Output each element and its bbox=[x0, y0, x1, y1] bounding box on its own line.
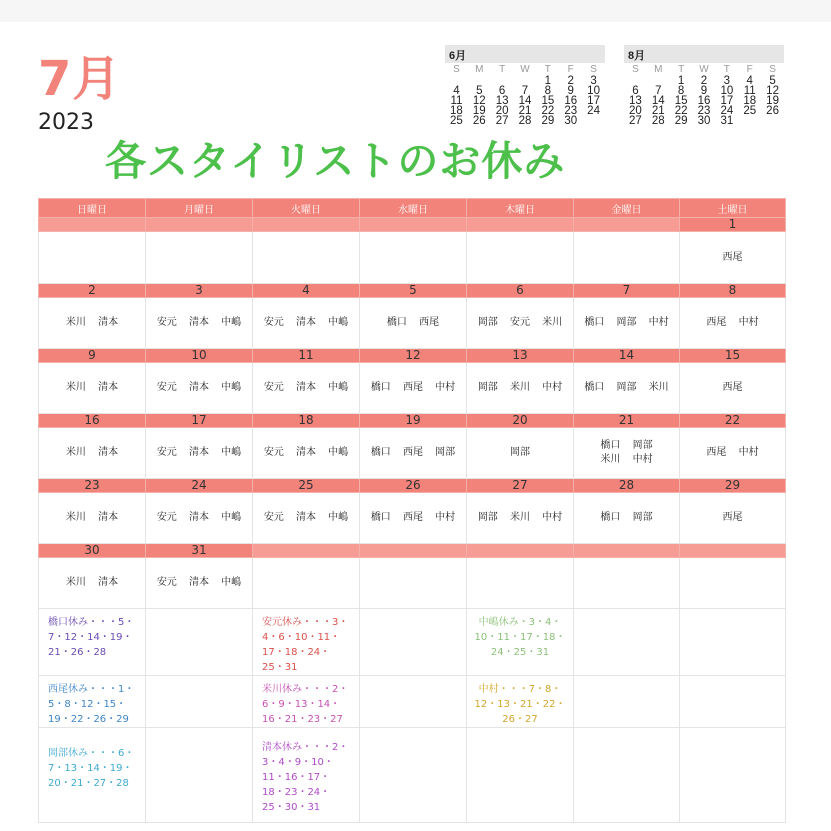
mini-day: 27 bbox=[629, 115, 642, 127]
day-staff-off: 橋口 岡部 bbox=[574, 493, 680, 544]
day-staff-off: 橋口 西尾 中村 bbox=[360, 493, 467, 544]
mini-day: 23 bbox=[564, 105, 578, 117]
day-number: 18 bbox=[253, 414, 360, 428]
mini-day: 12 bbox=[766, 85, 779, 97]
day-staff-off bbox=[574, 232, 680, 284]
day-staff-off: 橋口 西尾 岡部 bbox=[360, 428, 467, 479]
date-row bbox=[39, 349, 786, 363]
day-number: 21 bbox=[574, 414, 680, 428]
mini-day: 3 bbox=[723, 75, 731, 87]
day-staff-off bbox=[360, 232, 467, 284]
mini-day: 15 bbox=[674, 95, 688, 107]
note-empty bbox=[574, 609, 680, 676]
weekday-header: 金曜日 bbox=[574, 199, 680, 218]
headline: 各スタイリストのお休み bbox=[105, 137, 566, 185]
day-number: 1 bbox=[680, 218, 786, 232]
weekday-header: 水曜日 bbox=[360, 199, 467, 218]
mini-weekday: T bbox=[544, 64, 551, 75]
day-staff-off: 安元 清本 中嶋 bbox=[146, 298, 253, 349]
day-staff-off bbox=[467, 558, 574, 609]
mini-day: 19 bbox=[472, 105, 486, 117]
note-empty bbox=[680, 676, 786, 728]
day-staff-off: 西尾 bbox=[680, 232, 786, 284]
note-empty bbox=[146, 728, 253, 823]
note-empty bbox=[360, 676, 467, 728]
day-number bbox=[574, 544, 680, 558]
mini-weekday: T bbox=[499, 64, 506, 75]
day-number bbox=[574, 218, 680, 232]
mini-weekday: S bbox=[453, 64, 460, 75]
day-staff-off: 橋口 西尾 bbox=[360, 298, 467, 349]
day-number: 25 bbox=[253, 479, 360, 493]
mini-day: 10 bbox=[587, 85, 600, 97]
note-empty bbox=[680, 609, 786, 676]
mini-calendar-title: 8月 bbox=[624, 45, 784, 63]
mini-day: 20 bbox=[629, 105, 642, 117]
mini-day: 21 bbox=[518, 105, 532, 117]
mini-calendar-august bbox=[624, 45, 784, 126]
mini-weekday: M bbox=[654, 64, 663, 75]
mini-calendar-grid bbox=[445, 63, 605, 126]
day-number: 11 bbox=[253, 349, 360, 363]
mini-day bbox=[738, 116, 761, 126]
mini-weekday: S bbox=[769, 64, 776, 75]
day-staff-off bbox=[253, 558, 360, 609]
day-staff-off: 岡部 米川 中村 bbox=[467, 363, 574, 414]
notes-row bbox=[39, 609, 786, 676]
day-staff-off: 橋口 岡部 米川 bbox=[574, 363, 680, 414]
day-number bbox=[467, 544, 574, 558]
note-okabe: 岡部休み・・・6・7・13・14・19・20・21・27・28 bbox=[39, 728, 146, 823]
month-title: 7月 bbox=[38, 51, 122, 107]
day-number: 3 bbox=[146, 284, 253, 298]
day-number: 17 bbox=[146, 414, 253, 428]
date-row bbox=[39, 218, 786, 232]
mini-day: 28 bbox=[651, 115, 665, 127]
day-staff-off: 安元 清本 中嶋 bbox=[146, 363, 253, 414]
note-empty bbox=[360, 609, 467, 676]
mini-day: 4 bbox=[746, 75, 753, 87]
day-number: 4 bbox=[253, 284, 360, 298]
day-number: 31 bbox=[146, 544, 253, 558]
note-nakajima: 中嶋休み・3・4・10・11・17・18・24・25・31 bbox=[467, 609, 574, 676]
day-number: 19 bbox=[360, 414, 467, 428]
weekday-header: 木曜日 bbox=[467, 199, 574, 218]
day-number: 23 bbox=[39, 479, 146, 493]
mini-weekday: S bbox=[632, 64, 639, 75]
mini-calendar-june bbox=[445, 45, 605, 126]
mini-day: 25 bbox=[450, 115, 463, 127]
note-nishio: 西尾休み・・・1・5・8・12・15・19・22・26・29 bbox=[39, 676, 146, 728]
day-staff-off: 安元 清本 中嶋 bbox=[146, 493, 253, 544]
weekday-header-row bbox=[39, 199, 786, 218]
day-number: 16 bbox=[39, 414, 146, 428]
mini-calendar-title: 6月 bbox=[445, 45, 605, 63]
note-yasumoto: 安元休み・・・3・4・6・10・11・17・18・24・25・31 bbox=[253, 609, 360, 676]
notes-row bbox=[39, 676, 786, 728]
date-row bbox=[39, 544, 786, 558]
day-staff-off: 安元 清本 中嶋 bbox=[253, 428, 360, 479]
day-staff-off: 米川 清本 bbox=[39, 428, 146, 479]
mini-day: 17 bbox=[587, 95, 600, 107]
mini-day: 11 bbox=[450, 95, 463, 107]
mini-day: 6 bbox=[498, 85, 506, 97]
weekday-header: 月曜日 bbox=[146, 199, 253, 218]
day-number: 27 bbox=[467, 479, 574, 493]
note-empty bbox=[146, 609, 253, 676]
note-empty bbox=[467, 728, 574, 823]
mini-day bbox=[761, 116, 784, 126]
staff-row bbox=[39, 298, 786, 349]
mini-day: 3 bbox=[590, 75, 597, 87]
day-number: 8 bbox=[680, 284, 786, 298]
day-staff-off: 橋口 岡部 中村 bbox=[574, 298, 680, 349]
day-staff-off: 岡部 bbox=[467, 428, 574, 479]
day-staff-off: 岡部 安元 米川 bbox=[467, 298, 574, 349]
mini-day: 29 bbox=[541, 115, 555, 127]
day-staff-off: 橋口 西尾 中村 bbox=[360, 363, 467, 414]
day-number bbox=[467, 218, 574, 232]
day-staff-off: 米川 清本 bbox=[39, 363, 146, 414]
mini-day: 21 bbox=[651, 105, 665, 117]
weekday-header: 火曜日 bbox=[253, 199, 360, 218]
note-kiyomoto: 清本休み・・・2・3・4・9・10・11・16・17・18・23・24・25・30・31 bbox=[253, 728, 360, 823]
month-calendar bbox=[38, 198, 786, 823]
mini-day: 13 bbox=[629, 95, 642, 107]
mini-day: 30 bbox=[697, 115, 711, 127]
mini-day: 18 bbox=[450, 105, 463, 117]
day-number: 9 bbox=[39, 349, 146, 363]
mini-weekday: W bbox=[699, 64, 709, 75]
day-staff-off bbox=[146, 232, 253, 284]
day-number: 28 bbox=[574, 479, 680, 493]
mini-day: 24 bbox=[720, 105, 734, 117]
mini-day: 9 bbox=[567, 85, 574, 97]
mini-day: 19 bbox=[766, 95, 779, 107]
notes-row bbox=[39, 728, 786, 823]
note-empty bbox=[360, 728, 467, 823]
staff-row bbox=[39, 493, 786, 544]
day-number: 2 bbox=[39, 284, 146, 298]
day-number: 6 bbox=[467, 284, 574, 298]
day-number bbox=[146, 218, 253, 232]
day-staff-off: 安元 清本 中嶋 bbox=[253, 298, 360, 349]
day-number: 26 bbox=[360, 479, 467, 493]
day-staff-off: 西尾 bbox=[680, 363, 786, 414]
mini-day: 22 bbox=[541, 105, 555, 117]
note-empty bbox=[680, 728, 786, 823]
mini-day: 20 bbox=[495, 105, 509, 117]
note-hashiguchi: 橋口休み・・・5・7・12・14・19・21・26・28 bbox=[39, 609, 146, 676]
day-staff-off: 安元 清本 中嶋 bbox=[253, 363, 360, 414]
day-staff-off: 安元 清本 中嶋 bbox=[253, 493, 360, 544]
mini-day: 2 bbox=[567, 75, 574, 87]
weekday-header: 日曜日 bbox=[39, 199, 146, 218]
mini-day: 26 bbox=[766, 105, 779, 117]
mini-day bbox=[582, 116, 605, 126]
note-empty bbox=[574, 676, 680, 728]
day-staff-off: 米川 清本 bbox=[39, 298, 146, 349]
mini-day: 8 bbox=[544, 85, 552, 97]
mini-day: 1 bbox=[544, 75, 552, 87]
note-empty bbox=[146, 676, 253, 728]
mini-weekday: T bbox=[678, 64, 685, 75]
staff-row bbox=[39, 558, 786, 609]
mini-weekday: F bbox=[746, 64, 753, 75]
mini-day: 28 bbox=[518, 115, 532, 127]
day-staff-off bbox=[360, 558, 467, 609]
mini-day: 13 bbox=[495, 95, 509, 107]
mini-day: 25 bbox=[743, 105, 757, 117]
day-staff-off: 安元 清本 中嶋 bbox=[146, 558, 253, 609]
date-row bbox=[39, 284, 786, 298]
day-number: 20 bbox=[467, 414, 574, 428]
mini-day: 17 bbox=[720, 95, 734, 107]
mini-calendar-grid bbox=[624, 63, 784, 126]
day-staff-off bbox=[253, 232, 360, 284]
day-number bbox=[680, 544, 786, 558]
staff-row bbox=[39, 363, 786, 414]
day-number: 10 bbox=[146, 349, 253, 363]
mini-day: 29 bbox=[674, 115, 688, 127]
day-number bbox=[39, 218, 146, 232]
mini-day: 1 bbox=[677, 75, 685, 87]
mini-day: 12 bbox=[472, 95, 486, 107]
mini-weekday: F bbox=[567, 64, 574, 75]
mini-day: 14 bbox=[651, 95, 665, 107]
mini-day: 4 bbox=[453, 85, 460, 97]
day-staff-off bbox=[574, 558, 680, 609]
day-staff-off: 橋口 岡部 米川 中村 bbox=[574, 428, 680, 479]
mini-day: 11 bbox=[743, 85, 756, 97]
staff-row bbox=[39, 232, 786, 284]
mini-day: 10 bbox=[720, 85, 734, 97]
note-empty bbox=[574, 728, 680, 823]
mini-day: 27 bbox=[495, 115, 509, 127]
mini-weekday: S bbox=[590, 64, 597, 75]
mini-day: 22 bbox=[674, 105, 688, 117]
mini-day: 7 bbox=[655, 85, 662, 97]
date-row bbox=[39, 414, 786, 428]
mini-day: 23 bbox=[697, 105, 711, 117]
day-number bbox=[360, 544, 467, 558]
year-label: 2023 bbox=[38, 110, 94, 135]
day-number: 5 bbox=[360, 284, 467, 298]
day-staff-off: 西尾 中村 bbox=[680, 298, 786, 349]
mini-day: 5 bbox=[769, 75, 776, 87]
day-number: 7 bbox=[574, 284, 680, 298]
day-staff-off: 安元 清本 中嶋 bbox=[146, 428, 253, 479]
day-staff-off bbox=[39, 232, 146, 284]
day-staff-off: 米川 清本 bbox=[39, 558, 146, 609]
day-staff-off: 西尾 中村 bbox=[680, 428, 786, 479]
day-staff-off bbox=[467, 232, 574, 284]
mini-day: 16 bbox=[564, 95, 578, 107]
mini-day: 30 bbox=[564, 115, 578, 127]
day-staff-off bbox=[680, 558, 786, 609]
mini-day: 14 bbox=[518, 95, 532, 107]
mini-day: 24 bbox=[587, 105, 600, 117]
mini-day: 31 bbox=[720, 115, 734, 127]
day-number: 30 bbox=[39, 544, 146, 558]
note-yonekawa: 米川休み・・・2・6・9・13・14・16・21・23・27 bbox=[253, 676, 360, 728]
day-number: 29 bbox=[680, 479, 786, 493]
mini-weekday: M bbox=[475, 64, 484, 75]
mini-day: 15 bbox=[541, 95, 555, 107]
day-number bbox=[253, 218, 360, 232]
day-number: 12 bbox=[360, 349, 467, 363]
mini-day: 8 bbox=[677, 85, 685, 97]
weekday-header: 土曜日 bbox=[680, 199, 786, 218]
day-number bbox=[253, 544, 360, 558]
day-staff-off: 米川 清本 bbox=[39, 493, 146, 544]
day-number: 24 bbox=[146, 479, 253, 493]
mini-day: 7 bbox=[521, 85, 529, 97]
mini-day: 2 bbox=[700, 75, 708, 87]
day-number: 14 bbox=[574, 349, 680, 363]
note-nakamura: 中村・・・7・8・12・13・21・22・26・27 bbox=[467, 676, 574, 728]
day-staff-off: 岡部 米川 中村 bbox=[467, 493, 574, 544]
day-number: 13 bbox=[467, 349, 574, 363]
mini-day: 16 bbox=[697, 95, 711, 107]
mini-day: 26 bbox=[472, 115, 486, 127]
staff-row bbox=[39, 428, 786, 479]
date-row bbox=[39, 479, 786, 493]
day-number: 15 bbox=[680, 349, 786, 363]
day-number bbox=[360, 218, 467, 232]
top-bar bbox=[0, 0, 831, 22]
mini-day: 6 bbox=[632, 85, 639, 97]
mini-day: 5 bbox=[476, 85, 483, 97]
mini-weekday: W bbox=[520, 64, 530, 75]
day-staff-off: 西尾 bbox=[680, 493, 786, 544]
mini-day: 9 bbox=[700, 85, 708, 97]
mini-day: 18 bbox=[743, 95, 757, 107]
mini-weekday: T bbox=[723, 64, 730, 75]
day-number: 22 bbox=[680, 414, 786, 428]
